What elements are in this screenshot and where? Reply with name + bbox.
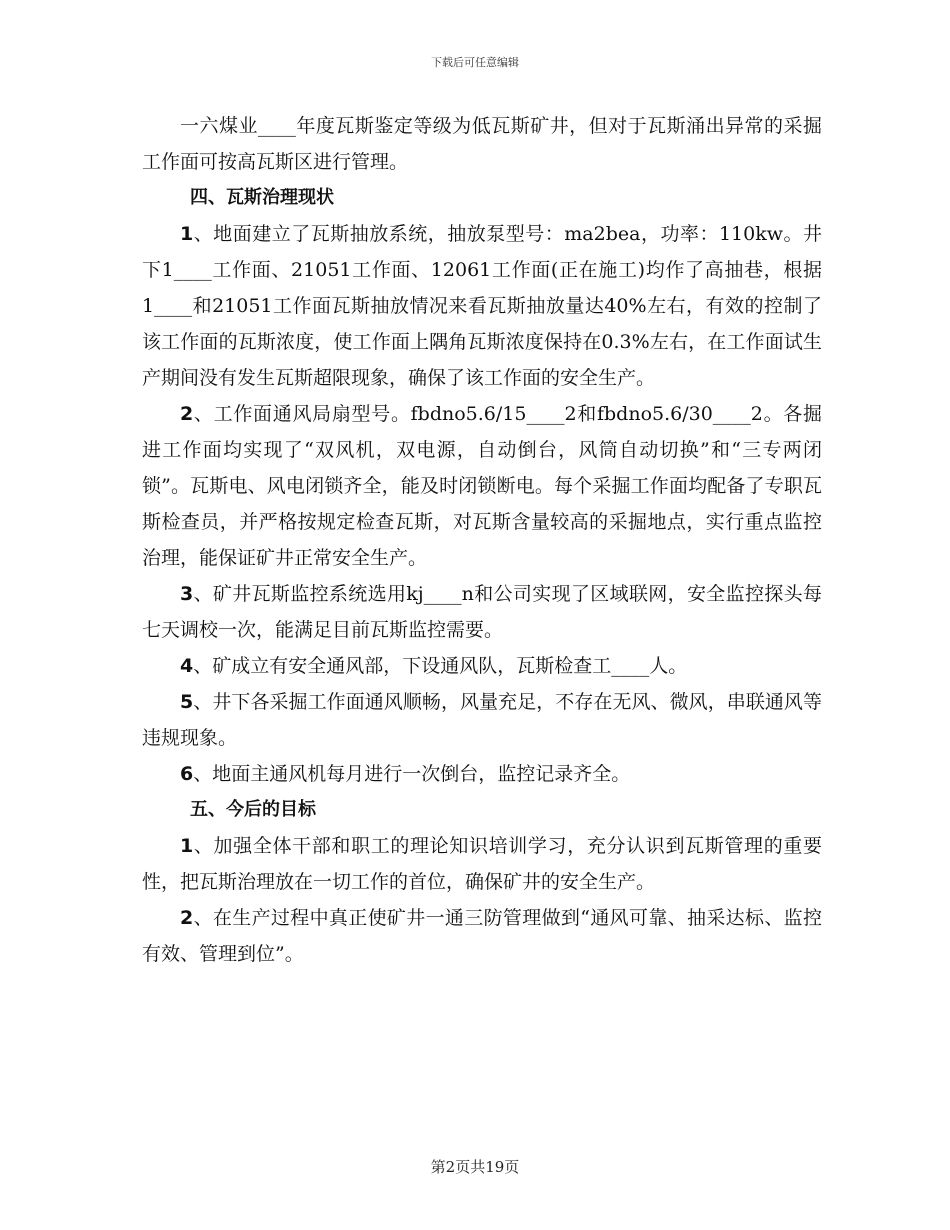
paragraph-text: 、矿成立有安全通风部，下设通风队，瓦斯检查工____人。 <box>193 655 688 677</box>
paragraph-text: 、工作面通风局扇型号。fbdno5.6/15____2和fbdno5.6/30____2。各掘进工作面均实现了“双风机，双电源，自动倒台，风筒自动切换”和“三专两闭锁”。瓦斯电、风电闭锁齐全，能及时闭锁断电。每个采掘工作面均配备了专职瓦斯检查员，并严格按规定检查瓦斯，对瓦斯含量较高的采掘地点，实行重点监控治理，能保证矿井正常安全生产。 <box>142 403 822 569</box>
item-number: 5 <box>180 691 194 713</box>
paragraph-goal-2 <box>142 900 822 972</box>
paragraph-item-3 <box>142 576 822 648</box>
paragraph-text: 、在生产过程中真正使矿井一通三防管理做到“通风可靠、抽采达标、监控有效、管理到位”。 <box>142 907 822 965</box>
item-number: 3 <box>180 583 194 605</box>
paragraph-item-5 <box>142 684 822 756</box>
paragraph-text: 、矿井瓦斯监控系统选用kj____n和公司实现了区域联网，安全监控探头每七天调校一次，能满足目前瓦斯监控需要。 <box>142 583 822 641</box>
paragraph-text: 、井下各采掘工作面通风顺畅，风量充足，不存在无风、微风，串联通风等违规现象。 <box>142 691 822 749</box>
page-footer: 第2页共19页 <box>430 1158 520 1176</box>
page-header: 下载后可任意编辑 <box>431 56 519 69</box>
item-number: 2 <box>180 907 194 929</box>
item-number: 1 <box>180 223 194 245</box>
paragraph-text: 一六煤业____年度瓦斯鉴定等级为低瓦斯矿井，但对于瓦斯涌出异常的采掘工作面可按高瓦斯区进行管理。 <box>142 115 822 173</box>
paragraph-item-6 <box>142 756 822 792</box>
section-heading-5: 五、今后的目标 <box>190 799 316 820</box>
paragraph-item-4 <box>142 648 822 684</box>
item-number: 2 <box>180 403 194 425</box>
item-number: 4 <box>180 655 194 677</box>
paragraph-text: 、加强全体干部和职工的理论知识培训学习，充分认识到瓦斯管理的重要性，把瓦斯治理放在一切工作的首位，确保矿井的安全生产。 <box>142 835 822 893</box>
paragraph-intro <box>142 108 822 180</box>
paragraph-text: 、地面建立了瓦斯抽放系统，抽放泵型号：ma2bea，功率：110kw。井下1____工作面、21051工作面、12061工作面(正在施工)均作了高抽巷，根据1____和21051工作面瓦斯抽放情况来看瓦斯抽放量达40%左右，有效的控制了该工作面的瓦斯浓度，使工作面上隅角瓦斯浓度保持在0.3%左右，在工作面试生产期间没有发生瓦斯超限现象，确保了该工作面的安全生产。 <box>142 223 822 389</box>
paragraph-text: 、地面主通风机每月进行一次倒台，监控记录齐全。 <box>193 763 631 785</box>
item-number: 6 <box>180 763 194 785</box>
paragraph-goal-1 <box>142 828 822 900</box>
paragraph-item-2 <box>142 396 822 576</box>
paragraph-item-1 <box>142 216 822 396</box>
document-body <box>142 108 822 972</box>
section-heading-4: 四、瓦斯治理现状 <box>190 187 334 208</box>
item-number: 1 <box>180 835 194 857</box>
